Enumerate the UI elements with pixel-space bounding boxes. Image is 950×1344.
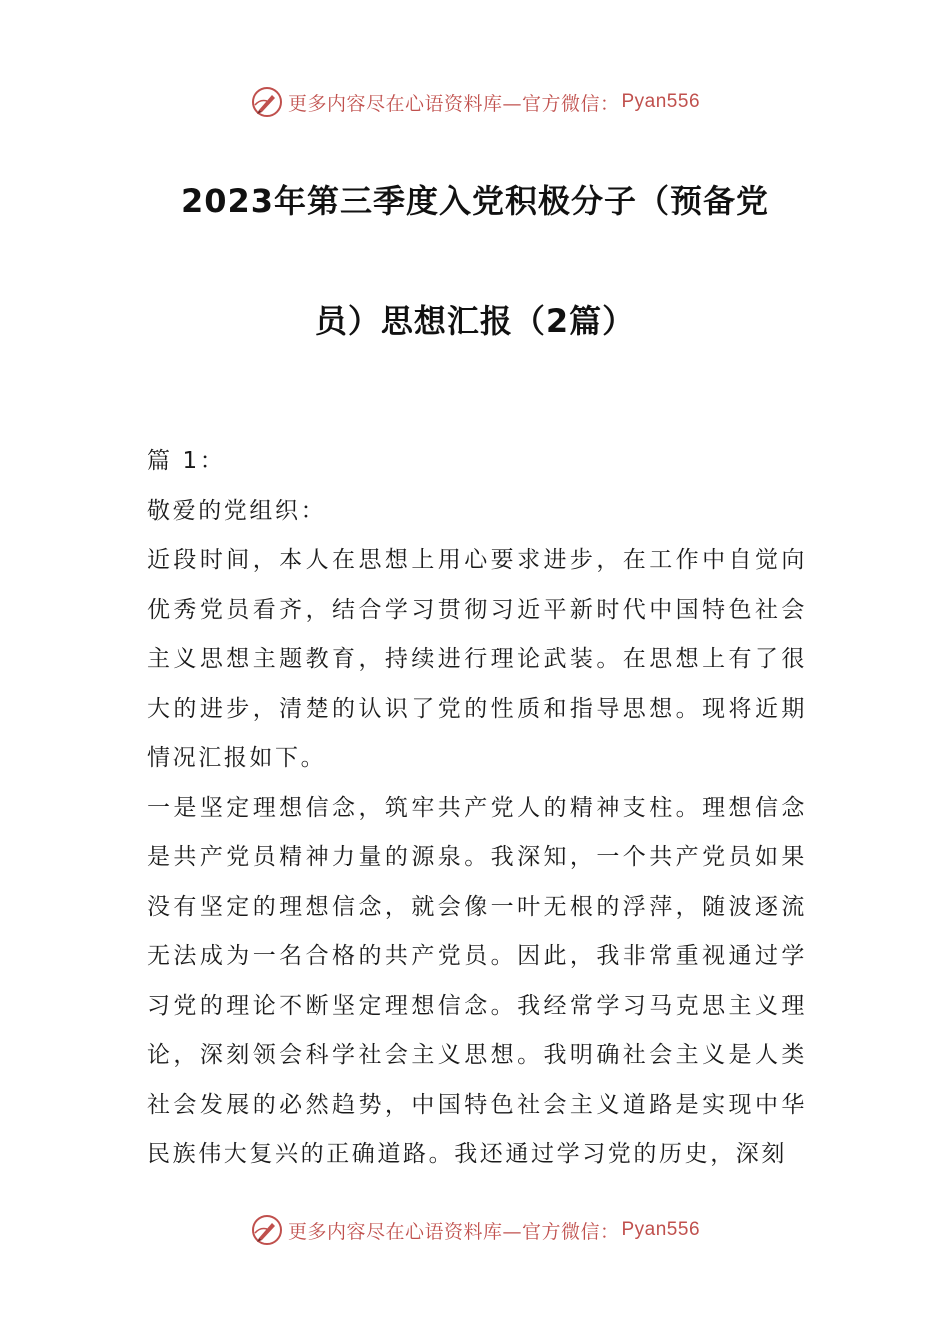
pen-logo-icon <box>250 1213 284 1247</box>
salutation: 敬爱的党组织： <box>147 497 327 524</box>
section-label: 篇 1： <box>147 448 226 474</box>
paragraph-2: 一是坚定理想信念，筑牢共产党人的精神支柱。理想信念是共产党员精神力量的源泉。我深知，一个共产党员如果没有坚定的理想信念，就会像一叶无根的浮萍，随波逐流无法成为一名合格的共产党员。因此，我非常重视通过学习党的理论不断坚定理想信念。我经常学习马克思主义理论，深刻领会科学社会主义思想。我明确社会主义是人类社会发展的必然趋势，中国特色社会主义道路是实现中华民族伟大复兴的正确道路。我还通过学习党的历史，深刻 <box>147 794 807 1167</box>
header-banner <box>0 82 950 122</box>
banner-text: 更多内容尽在心语资料库—官方微信： <box>287 1220 620 1243</box>
document-title-line-2: 员）思想汇报（2篇） <box>314 302 636 340</box>
pen-logo-icon <box>250 85 284 119</box>
banner-handle: Pyan556 <box>621 91 701 112</box>
document-body <box>147 437 807 1180</box>
paragraph-1: 近段时间，本人在思想上用心要求进步，在工作中自觉向优秀党员看齐，结合学习贯彻习近平新时代中国特色社会主义思想主题教育，持续进行理论武装。在思想上有了很大的进步，清楚的认识了党的性质和指导思想。现将近期情况汇报如下。 <box>147 547 807 771</box>
document-title-line-1: 2023年第三季度入党积极分子（预备党 <box>180 182 770 220</box>
banner-text: 更多内容尽在心语资料库—官方微信： <box>287 92 620 115</box>
footer-banner <box>0 1210 950 1250</box>
banner-handle: Pyan556 <box>621 1219 701 1240</box>
